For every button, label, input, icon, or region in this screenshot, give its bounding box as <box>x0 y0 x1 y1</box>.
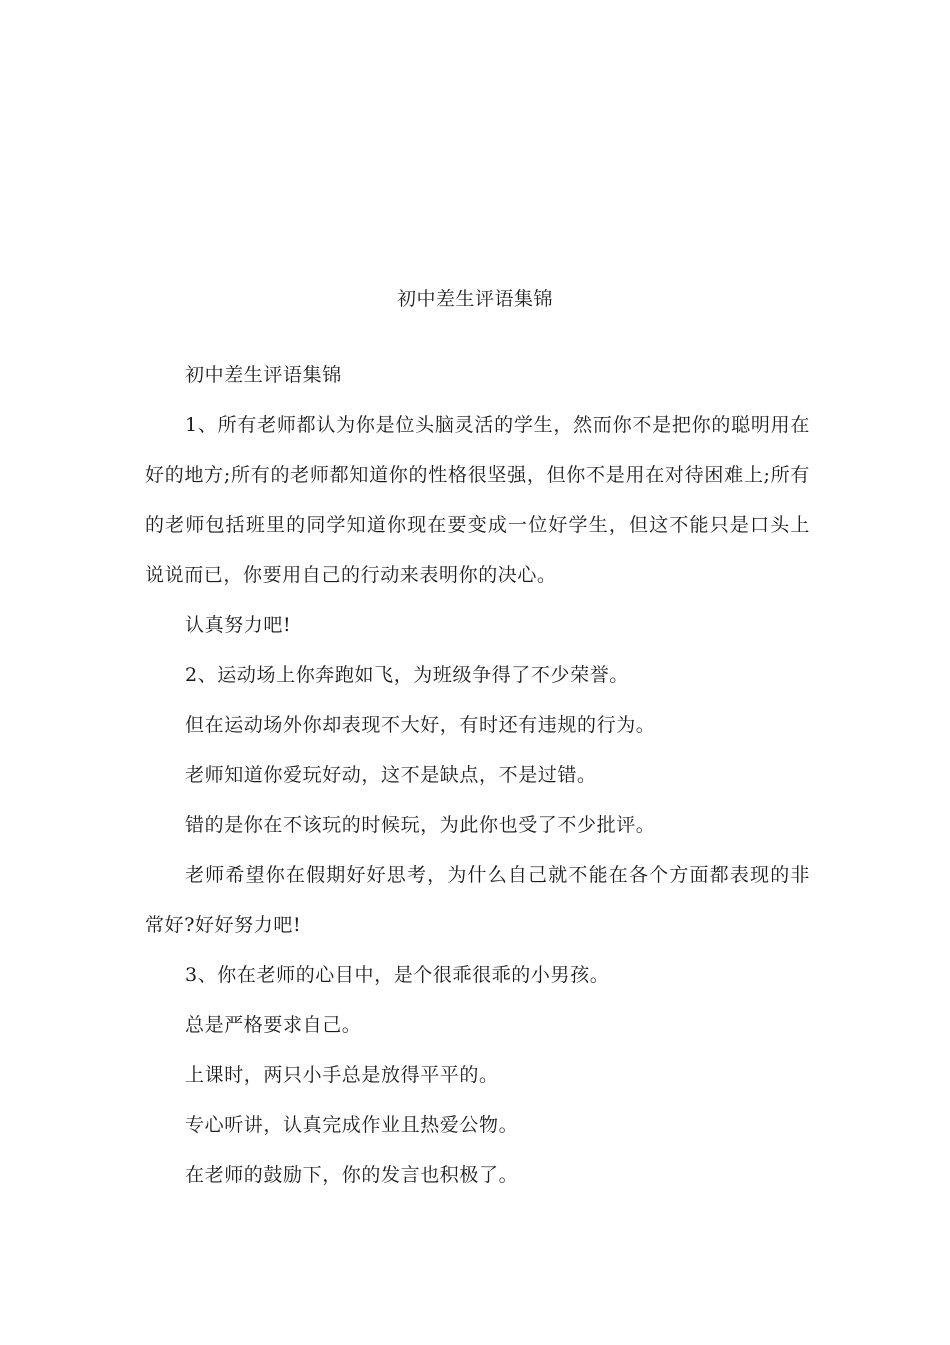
document-title: 初中差生评语集锦 <box>396 288 553 310</box>
paragraph-10: 上课时，两只小手总是放得平平的。 <box>185 1064 499 1086</box>
document-body <box>145 350 810 1200</box>
paragraph-heading: 初中差生评语集锦 <box>185 364 342 386</box>
paragraph-6: 错的是你在不该玩的时候玩，为此你也受了不少批评。 <box>185 814 656 836</box>
paragraph-3: 2、运动场上你奔跑如飞，为班级争得了不少荣誉。 <box>185 664 629 686</box>
paragraph-11: 专心听讲，认真完成作业且热爱公物。 <box>185 1114 519 1136</box>
paragraph-12: 在老师的鼓励下，你的发言也积极了。 <box>185 1164 519 1186</box>
paragraph-2: 认真努力吧! <box>185 614 292 636</box>
paragraph-9: 总是严格要求自己。 <box>185 1014 362 1036</box>
paragraph-4: 但在运动场外你却表现不大好，有时还有违规的行为。 <box>185 714 656 736</box>
paragraph-1: 1、所有老师都认为你是位头脑灵活的学生，然而你不是把你的聪明用在好的地方;所有的老师都知道你的性格很坚强，但你不是用在对待困难上;所有的老师包括班里的同学知道你现在要变成一位好学生，但这不能只是口头上说说而已，你要用自己的行动来表明你的决心。 <box>145 414 810 586</box>
paragraph-8: 3、你在老师的心目中，是个很乖很乖的小男孩。 <box>185 964 610 986</box>
paragraph-5: 老师知道你爱玩好动，这不是缺点，不是过错。 <box>185 764 597 786</box>
paragraph-7: 老师希望你在假期好好思考，为什么自己就不能在各个方面都表现的非常好?好好努力吧! <box>145 864 810 936</box>
